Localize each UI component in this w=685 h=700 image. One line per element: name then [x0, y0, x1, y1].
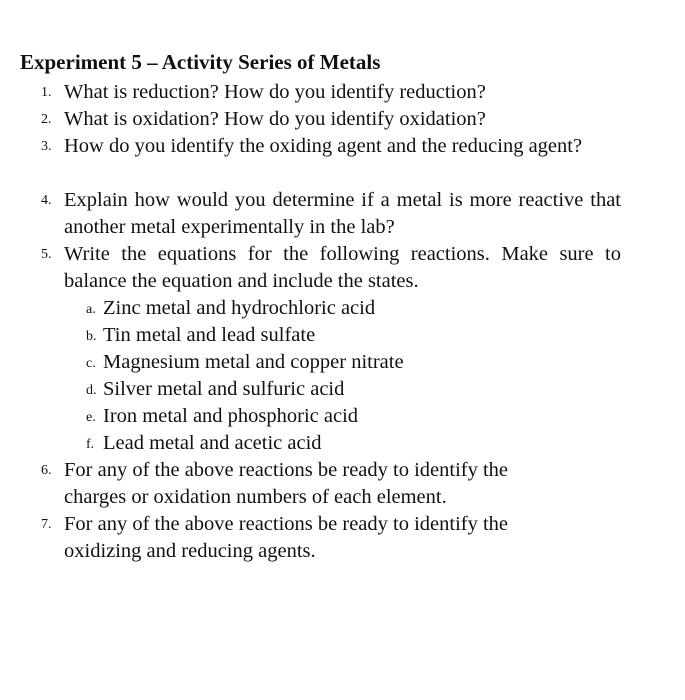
- sub-item-text: Iron metal and phosphoric acid: [103, 405, 359, 427]
- sub-item-a: [86, 295, 376, 322]
- question-text: Write the equations for the following reactions. Make sure to balance the equation and include the states.: [64, 243, 621, 292]
- sub-item-text: Tin metal and lead sulfate: [103, 324, 316, 346]
- question-number: 4.: [41, 193, 52, 208]
- question-6: [41, 457, 621, 511]
- question-number: 3.: [41, 139, 52, 154]
- question-number: 6.: [41, 463, 52, 478]
- question-text: How do you identify the oxiding agent and the reducing agent?: [64, 135, 583, 157]
- question-number: 2.: [41, 112, 52, 127]
- question-4: [41, 187, 621, 241]
- question-number: 1.: [41, 85, 52, 100]
- sub-item-d: [86, 376, 345, 403]
- sub-item-e: [86, 403, 359, 430]
- sub-item-text: Magnesium metal and copper nitrate: [103, 351, 404, 373]
- question-number: 5.: [41, 247, 52, 262]
- sub-item-f: [86, 430, 322, 457]
- sub-item-c: [86, 349, 404, 376]
- sub-item-letter: d.: [86, 383, 97, 398]
- question-text: For any of the above reactions be ready to identify the oxidizing and reducing agents.: [64, 513, 509, 562]
- sub-item-text: Silver metal and sulfuric acid: [103, 378, 345, 400]
- question-text: What is oxidation? How do you identify oxidation?: [64, 108, 486, 130]
- sub-item-letter: e.: [86, 410, 96, 425]
- question-text: Explain how would you determine if a metal is more reactive that another metal experimentally in the lab?: [64, 189, 621, 238]
- sub-item-letter: a.: [86, 302, 96, 317]
- sub-item-text: Zinc metal and hydrochloric acid: [103, 297, 376, 319]
- question-2: [41, 106, 621, 133]
- sub-item-letter: c.: [86, 356, 96, 371]
- question-5: [41, 241, 621, 295]
- sub-item-letter: b.: [86, 329, 97, 344]
- question-7: [41, 511, 621, 565]
- sub-item-b: [86, 322, 316, 349]
- question-3: [41, 133, 621, 160]
- page-title: Experiment 5 – Activity Series of Metals: [20, 50, 381, 74]
- question-text: What is reduction? How do you identify reduction?: [64, 81, 486, 103]
- question-1: [41, 79, 621, 106]
- sub-item-text: Lead metal and acetic acid: [103, 432, 322, 454]
- question-text: For any of the above reactions be ready to identify the charges or oxidation numbers of each element.: [64, 459, 509, 508]
- question-number: 7.: [41, 517, 52, 532]
- sub-item-letter: f.: [86, 437, 95, 452]
